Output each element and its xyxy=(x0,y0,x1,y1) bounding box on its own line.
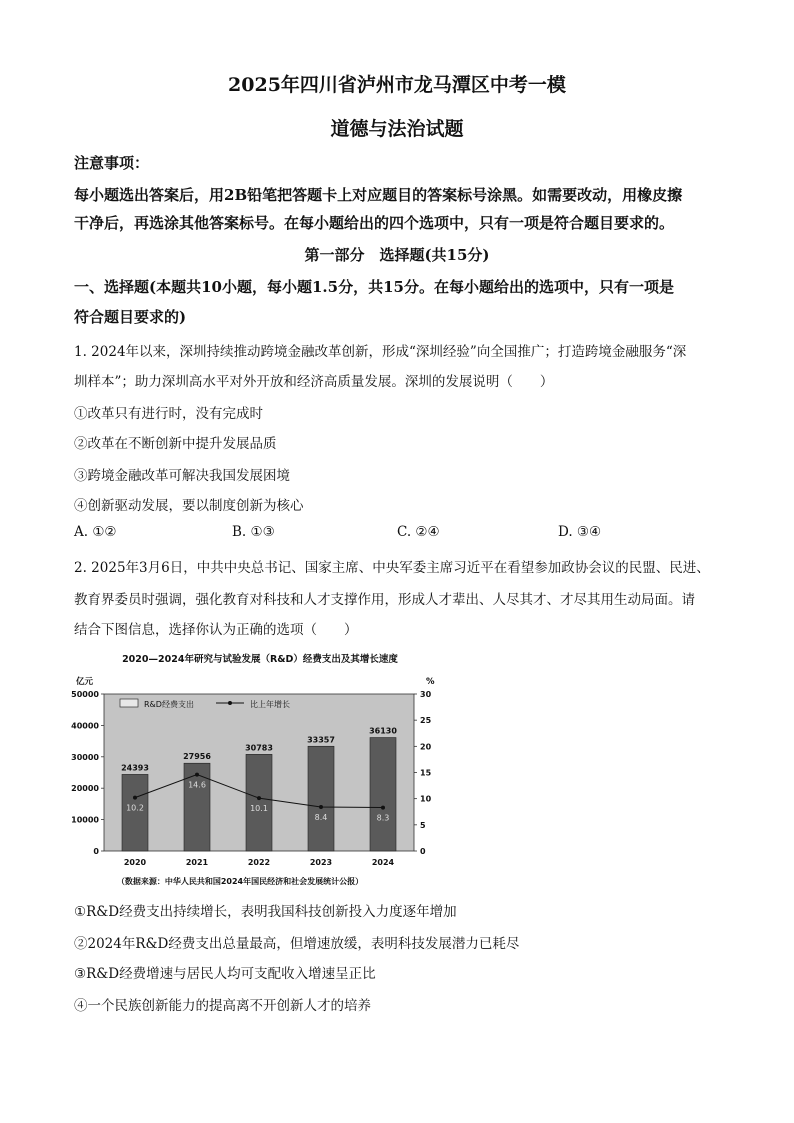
section-instruction-2: 符合题目要求的) xyxy=(74,308,187,326)
growth-rate-point xyxy=(381,806,385,810)
q2-stem-2: 教育界委员时强调，强化教育对科技和人才支撑作用，形成人才辈出、人尽其才、才尽其用生动局面。请 xyxy=(74,592,695,608)
legend-line-marker xyxy=(228,701,232,705)
left-tick-label: 0 xyxy=(93,847,99,856)
bar-value-label: 36130 xyxy=(369,726,397,736)
left-tick-label: 10000 xyxy=(71,815,99,825)
left-tick-label: 50000 xyxy=(71,690,99,699)
right-tick-label: 5 xyxy=(420,820,426,830)
q1-stem-2: 圳样本”；助力深圳高水平对外开放和经济高质量发展。深圳的发展说明（ ） xyxy=(74,374,554,390)
bar-value-label: 27956 xyxy=(183,752,211,762)
bar-rd-expenditure xyxy=(246,754,272,851)
legend-bar-swatch xyxy=(120,699,138,707)
x-tick-label: 2020 xyxy=(123,858,147,867)
q2-statement-3: ③R&D经费增速与居民人均可支配收入增速呈正比 xyxy=(74,966,376,982)
exam-subtitle: 道德与法治试题 xyxy=(330,118,464,140)
growth-rate-point xyxy=(257,796,261,800)
growth-rate-label: 8.3 xyxy=(376,813,390,823)
q1-statement-2: ②改革在不断创新中提升发展品质 xyxy=(74,436,277,452)
notice-line-2: 干净后，再选涂其他答案标号。在每小题给出的四个选项中，只有一项是符合题目要求的。 xyxy=(74,214,675,232)
bar-rd-expenditure xyxy=(122,774,148,851)
growth-rate-point xyxy=(195,773,199,777)
x-tick-label: 2022 xyxy=(247,858,271,867)
q2-stem-1: 2. 2025年3月6日，中共中央总书记、国家主席、中央军委主席习近平在看望参加政协会议的民盟、民进、 xyxy=(74,560,710,576)
bar-rd-expenditure xyxy=(308,746,334,851)
section-instruction-1: 一、选择题(本题共10小题，每小题1.5分，共15分。在每小题给出的选项中，只有一项是 xyxy=(74,278,674,296)
q2-stem-3: 结合下图信息，选择你认为正确的选项（ ） xyxy=(74,622,358,638)
left-tick-label: 30000 xyxy=(71,752,99,762)
notice-heading: 注意事项： xyxy=(74,154,150,172)
right-tick-label: 15 xyxy=(420,768,432,778)
right-tick-label: 0 xyxy=(420,847,426,856)
q1-option-a[interactable]: A. ①② xyxy=(74,524,117,540)
q1-statement-1: ①改革只有进行时，没有完成时 xyxy=(74,406,263,422)
right-tick-label: 10 xyxy=(420,794,432,804)
chart-ylabel-right: % xyxy=(426,677,435,687)
right-tick-label: 30 xyxy=(420,690,432,699)
x-tick-label: 2021 xyxy=(185,858,209,867)
right-tick-label: 20 xyxy=(420,742,432,752)
part-title: 第一部分 选择题(共15分) xyxy=(304,246,490,264)
x-tick-label: 2023 xyxy=(309,858,333,867)
growth-rate-label: 10.1 xyxy=(250,804,268,814)
q1-statement-3: ③跨境金融改革可解决我国发展困境 xyxy=(74,468,290,484)
q1-option-d[interactable]: D. ③④ xyxy=(558,524,602,540)
growth-rate-label: 14.6 xyxy=(188,780,206,790)
chart-ylabel-left: 亿元 xyxy=(76,677,94,687)
q1-stem-1: 1. 2024年以来，深圳持续推动跨境金融改革创新，形成“深圳经验”向全国推广；打造跨境金融服务“深 xyxy=(74,344,687,360)
growth-rate-label: 10.2 xyxy=(126,803,144,813)
q2-statement-4: ④一个民族创新能力的提高离不开创新人才的培养 xyxy=(74,998,371,1014)
legend-line-label: 比上年增长 xyxy=(250,700,290,709)
chart-title: 2020—2024年研究与试验发展（R&D）经费支出及其增长速度 xyxy=(122,654,398,665)
bar-value-label: 30783 xyxy=(245,743,273,753)
q1-statement-4: ④创新驱动发展，要以制度创新为核心 xyxy=(74,498,304,514)
right-tick-label: 25 xyxy=(420,716,432,726)
q1-option-b[interactable]: B. ①③ xyxy=(232,524,275,540)
bar-value-label: 24393 xyxy=(121,763,149,773)
x-tick-label: 2024 xyxy=(371,858,395,867)
legend-bar-label: R&D经费支出 xyxy=(144,700,194,709)
bar-value-label: 33357 xyxy=(307,735,335,745)
q1-option-c[interactable]: C. ②④ xyxy=(397,524,440,540)
chart-source: （数据来源：中华人民共和国2024年国民经济和社会发展统计公报） xyxy=(116,877,364,886)
growth-rate-point xyxy=(133,796,137,800)
left-tick-label: 40000 xyxy=(71,721,99,731)
growth-rate-point xyxy=(319,805,323,809)
growth-rate-label: 8.4 xyxy=(314,813,328,823)
bar-rd-expenditure xyxy=(370,738,396,851)
q2-statement-1: ①R&D经费支出持续增长，表明我国科技创新投入力度逐年增加 xyxy=(74,904,457,920)
notice-line-1: 每小题选出答案后，用2B铅笔把答题卡上对应题目的答案标号涂黑。如需要改动，用橡皮擦 xyxy=(74,186,683,204)
exam-title: 2025年四川省泸州市龙马潭区中考一模 xyxy=(228,74,566,96)
rd-expenditure-chart xyxy=(71,646,446,892)
q2-statement-2: ②2024年R&D经费支出总量最高，但增速放缓，表明科技发展潜力已耗尽 xyxy=(74,936,520,952)
left-tick-label: 20000 xyxy=(71,784,99,794)
